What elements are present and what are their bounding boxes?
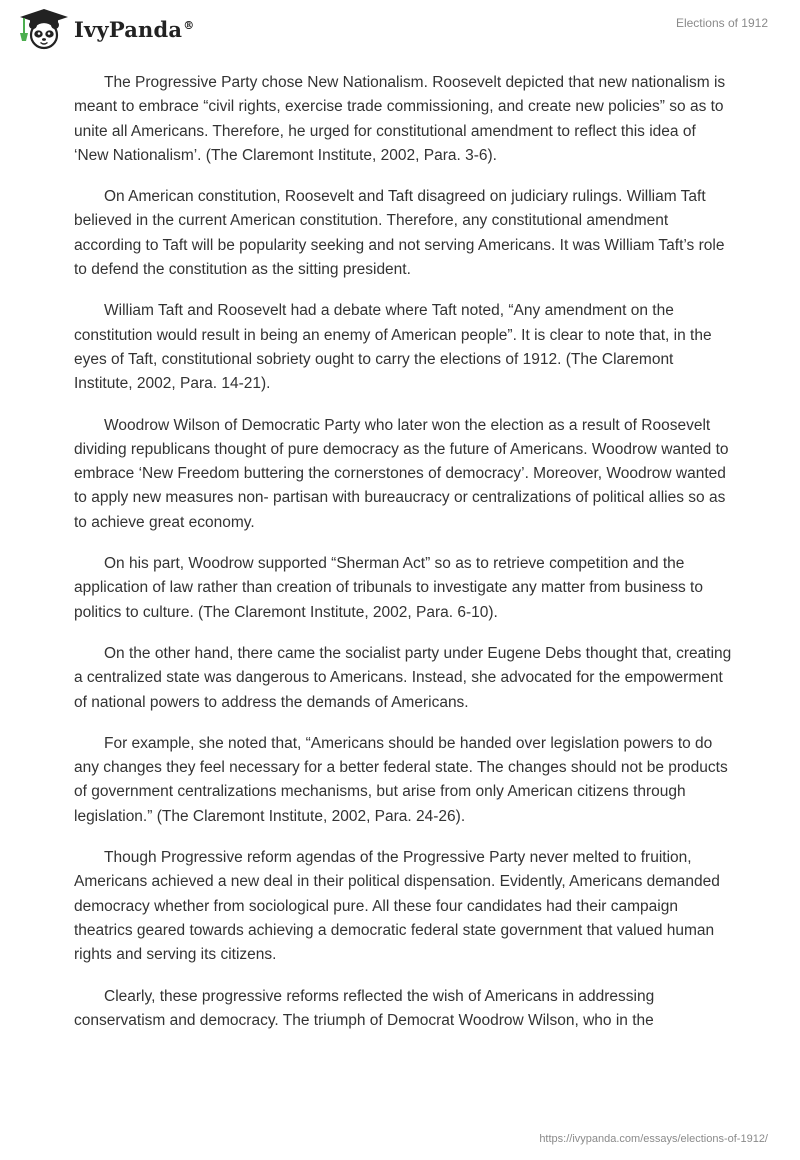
essay-body [74, 71, 734, 1050]
paragraph: Woodrow Wilson of Democratic Party who later won the election as a result of Roosevelt dividing republicans thought of pure democracy as the future of Americans. Woodrow wanted to embrace ‘New Freedom buttering the cornerstones of democracy’. Moreover, Woodrow wanted to apply new measures non- partisan with bureaucracy or centralizations of political allies so as to achieve great economy. [74, 416, 729, 531]
document-title: Elections of 1912 [675, 16, 768, 30]
brand-name: IvyPanda® [74, 16, 195, 42]
brand-logo[interactable] [14, 7, 194, 51]
paragraph: The Progressive Party chose New Nationalism. Roosevelt depicted that new nationalism is meant to embrace “civil rights, exercise trade commissioning, and create new policies” so as to unite all Americans. Therefore, he urged for constitutional amendment to reflect this idea of ‘New Nationalism’. (The Claremont Institute, 2002, Para. 3-6). [74, 74, 726, 164]
paragraph: Though Progressive reform agendas of the Progressive Party never melted to fruition, Americans achieved a new deal in their political dispensation. Evidently, Americans demanded democracy whether from sociological pure. All these four candidates had their campaign theatrics geared towards achieving a democratic federal state government that valued human rights and serving its citizens. [74, 849, 720, 964]
panda-graduate-icon [14, 7, 70, 51]
paragraph: Clearly, these progressive reforms reflected the wish of Americans in addressing conservatism and democracy. The triumph of Democrat Woodrow Wilson, who in the [74, 987, 655, 1029]
registered-mark: ® [183, 18, 195, 32]
paragraph: On his part, Woodrow supported “Sherman Act” so as to retrieve competition and the application of law rather than creation of tribunals to investigate any matter from business to politics to culture. (The Claremont Institute, 2002, Para. 6-10). [74, 555, 703, 621]
paragraph: On American constitution, Roosevelt and Taft disagreed on judiciary rulings. William Taft believed in the current American constitution. Therefore, any constitutional amendment according to Taft will be popularity seeking and not serving Americans. It was William Taft’s role to defend the constitution as the sitting president. [74, 188, 725, 279]
paragraph: William Taft and Roosevelt had a debate where Taft noted, “Any amendment on the constitution would result in being an enemy of American people”. It is clear to note that, in the eyes of Taft, constitutional sobriety ought to carry the elections of 1912. (The Claremont Institute, 2002, Para. 14-21). [74, 302, 712, 393]
paragraph: For example, she noted that, “Americans should be handed over legislation powers to do any changes they feel necessary for a better federal state. The changes should not be products of government centralizations mechanisms, but arise from only American citizens through legislation.” (The Claremont Institute, 2002, Para. 24-26). [74, 734, 728, 825]
page-header [0, 0, 800, 60]
paragraph: On the other hand, there came the socialist party under Eugene Debs thought that, creating a centralized state was dangerous to Americans. Instead, she advocated for the empowerment of national powers to address the demands of Americans. [74, 644, 732, 711]
source-url[interactable]: https://ivypanda.com/essays/elections-of-1912/ [539, 1133, 768, 1145]
